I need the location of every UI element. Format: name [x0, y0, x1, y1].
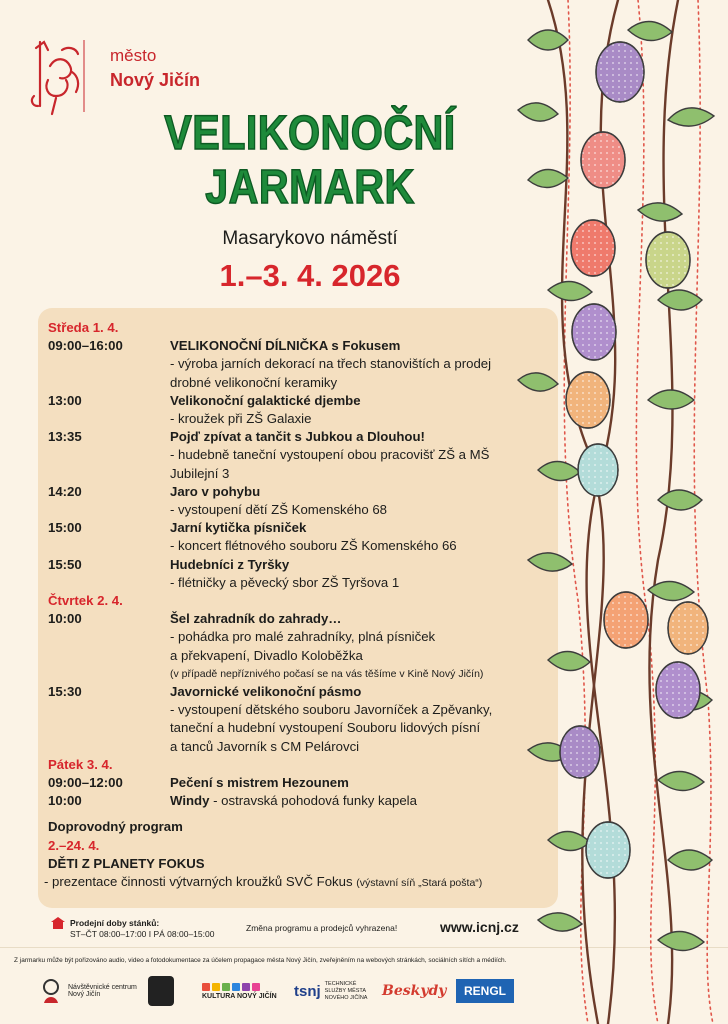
- extra-program-note: (výstavní síň „Stará pošta“): [356, 877, 483, 890]
- event-time: 09:00–16:00: [48, 338, 123, 354]
- rengl-logo: RENGL: [456, 979, 514, 1003]
- event-title-line2: JARMARK: [205, 161, 415, 214]
- program-item: [48, 337, 553, 392]
- event-description: - koncert flétnového souboru ZŠ Komenského 66: [170, 538, 457, 554]
- event-time: 15:00: [48, 520, 82, 536]
- city-word: město: [110, 46, 157, 65]
- easter-egg-vine-illustration: [508, 0, 728, 1024]
- visitor-center-logo-icon: [38, 977, 64, 1005]
- event-time: 10:00: [48, 611, 82, 627]
- event-description: - vystoupení dětského souboru Javorníček a Zpěvanky,: [170, 702, 493, 718]
- change-notice: Změna programu a prodejců vyhrazena!: [246, 923, 398, 933]
- sales-hours-label: Prodejní doby stánků:: [70, 918, 160, 928]
- program-item: [48, 683, 553, 756]
- program-item: [48, 774, 553, 792]
- program-item: [48, 483, 553, 519]
- sponsor-text: Návštěvnické centrum: [68, 984, 137, 991]
- day-label-thursday: Čtvrtek 2. 4.: [48, 593, 123, 609]
- event-description: - flétničky a pěvecký sbor ZŠ Tyršova 1: [170, 574, 400, 590]
- event-description: a překvapení, Divadlo Koloběžka: [170, 647, 363, 663]
- event-title: VELIKONOČNÍ DÍLNIČKA s Fokusem: [170, 338, 401, 354]
- event-time: 15:30: [48, 684, 82, 700]
- tsnj-logo-icon: tsnj: [294, 982, 321, 1000]
- event-title: Pečení s mistrem Hezounem: [170, 775, 349, 791]
- program-item: [48, 556, 553, 592]
- event-time: 13:35: [48, 429, 82, 445]
- event-title: Pojď zpívat a tančit s Jubkou a Dlouhou!: [170, 429, 425, 445]
- event-venue: Masarykovo náměstí: [222, 228, 398, 249]
- extra-program-description: - prezentace činnosti výtvarných kroužků SVČ Fokus: [44, 874, 357, 890]
- event-description: drobné velikonoční keramiky: [170, 374, 338, 390]
- event-description: Jubilejní 3: [170, 465, 230, 481]
- city-name: Nový Jičín: [110, 70, 201, 90]
- event-title: Jarní kytička písniček: [170, 520, 307, 536]
- sponsor-text: TECHNICKÉ: [324, 980, 357, 987]
- extra-program-heading: Doprovodný program: [48, 819, 183, 835]
- event-time: 15:50: [48, 556, 82, 572]
- sponsor-visitor-center: [38, 975, 137, 1007]
- event-description: - vystoupení dětí ZŠ Komenského 68: [170, 502, 387, 518]
- sponsor-beskydy: [382, 975, 446, 1007]
- event-description: taneční a hudební vystoupení Souboru lidových písní: [170, 720, 481, 736]
- program-item: [48, 392, 553, 428]
- program-item: [48, 519, 553, 555]
- beskydy-logo: Beskydy: [382, 983, 447, 999]
- event-description: a tanců Javorník s CM Pelárovci: [170, 738, 360, 754]
- police-badge-icon: [148, 976, 174, 1006]
- event-title: Jaro v pohybu: [170, 483, 261, 499]
- stall-icon: [50, 916, 66, 930]
- day-label-friday: Pátek 3. 4.: [48, 756, 113, 772]
- sponsor-text: NOVÉHO JIČÍNA: [324, 994, 368, 1001]
- event-title: Velikonoční galaktické djembe: [170, 392, 361, 408]
- sponsor-text: SLUŽBY MĚSTA: [324, 987, 367, 994]
- event-note: (v případě nepříznivého počasí se na vás těšíme v Kině Nový Jičín): [170, 667, 484, 680]
- event-description: - kroužek při ZŠ Galaxie: [170, 411, 312, 427]
- event-description: - hudebně taneční vystoupení obou pracovišť ZŠ a MŠ: [170, 447, 490, 463]
- kultura-logo-icon: [202, 983, 260, 991]
- city-logo-icon: [26, 36, 88, 118]
- sponsor-police: [148, 975, 174, 1007]
- extra-program-title: DĚTI Z PLANETY FOKUS: [48, 855, 205, 871]
- event-title: Windy: [170, 793, 210, 809]
- event-time: 09:00–12:00: [48, 775, 123, 791]
- media-disclaimer: Z jarmarku může být pořizováno audio, video a fotodokumentace za účelem propagace města Nový Jičín, zveřejněním na webových stránkách, sociálních sítích a médiích.: [14, 957, 507, 964]
- program-item: [48, 610, 553, 683]
- sponsor-kultura: [202, 975, 277, 1007]
- program-item: [48, 428, 553, 483]
- program-list: [44, 319, 553, 892]
- event-title: Hudebníci z Tyršky: [170, 556, 290, 572]
- event-title: Javornické velikonoční pásmo: [170, 684, 362, 700]
- event-dates: 1.–3. 4. 2026: [219, 258, 401, 293]
- website-link[interactable]: www.icnj.cz: [440, 919, 519, 935]
- program-item: [48, 792, 553, 810]
- event-time: 14:20: [48, 483, 82, 499]
- sponsor-text: KULTURA NOVÝ JIČÍN: [202, 992, 277, 1000]
- sponsor-technical-services: [294, 975, 367, 1007]
- event-description: - výroba jarních dekorací na třech stanovištích a prodej: [170, 356, 492, 372]
- event-title-line1: VELIKONOČNÍ: [164, 107, 456, 160]
- sponsor-rengl: [456, 975, 514, 1007]
- extra-program-dates: 2.–24. 4.: [48, 837, 100, 853]
- sales-hours-times: ST–ČT 08:00–17:00 I PÁ 08:00–15:00: [70, 929, 215, 939]
- event-description: - pohádka pro malé zahradníky, plná písniček: [170, 629, 436, 645]
- event-time: 10:00: [48, 793, 82, 809]
- event-time: 13:00: [48, 392, 82, 408]
- sponsor-text: Nový Jičín: [68, 991, 101, 998]
- event-description: - ostravská pohodová funky kapela: [209, 793, 417, 809]
- event-title: Šel zahradník do zahrady…: [170, 611, 342, 627]
- day-label-wednesday: Středa 1. 4.: [48, 320, 119, 335]
